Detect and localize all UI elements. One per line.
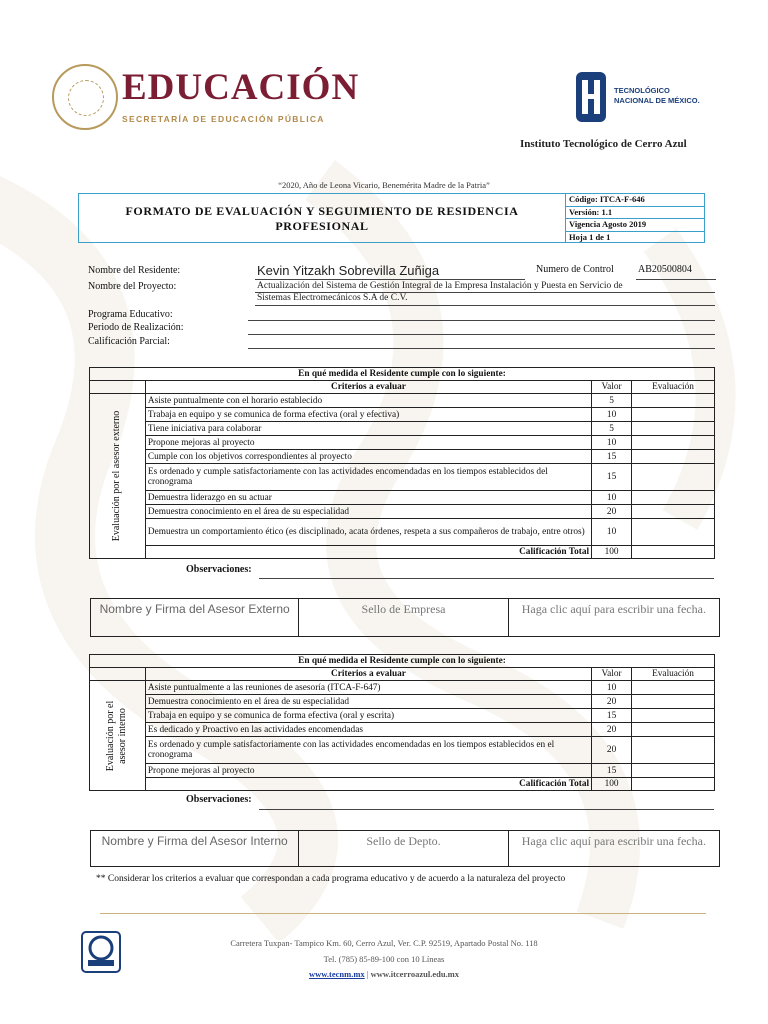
value-header: Valor bbox=[592, 381, 632, 394]
project-label: Nombre del Proyecto: bbox=[88, 281, 177, 292]
value-cell: 20 bbox=[592, 695, 632, 709]
total-evaluation-cell[interactable] bbox=[632, 546, 715, 559]
value-cell: 5 bbox=[592, 394, 632, 408]
external-advisor-signature[interactable]: Nombre y Firma del Asesor Externo bbox=[91, 599, 299, 636]
mexico-seal-logo bbox=[52, 64, 118, 130]
value-cell: 15 bbox=[592, 764, 632, 778]
value-cell: 20 bbox=[592, 505, 632, 519]
external-observations-field[interactable] bbox=[259, 578, 714, 579]
education-brand: EDUCACIÓN bbox=[122, 67, 360, 108]
doc-version: Versión: 1.1 bbox=[566, 207, 704, 220]
tecnm-link[interactable]: www.tecnm.mx bbox=[308, 969, 365, 979]
grade-label: Calificación Parcial: bbox=[88, 336, 170, 347]
side-label-line1: Evaluación por el bbox=[105, 700, 117, 771]
evaluation-input-cell[interactable] bbox=[632, 408, 715, 422]
criterion-cell: Propone mejoras al proyecto bbox=[145, 436, 591, 450]
title-line2: PROFESIONAL bbox=[275, 219, 369, 233]
criterion-cell: Es ordenado y cumple satisfactoriamente con las actividades encomendadas en los tiempos establecidos del cronograma bbox=[145, 464, 591, 491]
value-cell: 15 bbox=[592, 464, 632, 491]
internal-signature-box bbox=[90, 830, 720, 867]
total-label: Calificación Total bbox=[145, 546, 591, 559]
value-cell: 20 bbox=[592, 737, 632, 764]
evaluation-input-cell[interactable] bbox=[632, 450, 715, 464]
criterion-cell: Es ordenado y cumple satisfactoriamente con las actividades encomendadas en los tiempos establecidos en el cronograma bbox=[145, 737, 591, 764]
evaluation-input-cell[interactable] bbox=[632, 519, 715, 546]
evaluation-header: Evaluación bbox=[632, 668, 715, 681]
criterion-cell: Demuestra conocimiento en el área de su especialidad bbox=[145, 695, 591, 709]
evaluation-header: Evaluación bbox=[632, 381, 715, 394]
evaluation-input-cell[interactable] bbox=[632, 764, 715, 778]
doc-validity: Vigencia Agosto 2019 bbox=[566, 219, 704, 232]
internal-observations-field[interactable] bbox=[259, 809, 714, 810]
external-observations-label: Observaciones: bbox=[186, 564, 252, 575]
external-advisor-side-label: Evaluación por el asesor externo bbox=[90, 394, 146, 559]
control-label: Numero de Control bbox=[536, 264, 614, 275]
resident-name-field[interactable]: Kevin Yitzakh Sobrevilla Zuñiga bbox=[257, 263, 440, 278]
criterion-cell: Demuestra liderazgo en su actuar bbox=[145, 491, 591, 505]
total-value: 100 bbox=[592, 778, 632, 791]
value-cell: 10 bbox=[592, 436, 632, 450]
side-label-line2: asesor interno bbox=[117, 707, 129, 764]
criterion-cell: Trabaja en equipo y se comunica de forma efectiva (oral y escrita) bbox=[145, 709, 591, 723]
grade-field[interactable] bbox=[248, 348, 715, 349]
criteria-header: Criterios a evaluar bbox=[145, 668, 591, 681]
external-evaluation-table bbox=[89, 367, 715, 559]
tecnm-name-line1: TECNOLÓGICO bbox=[614, 86, 670, 95]
resident-label: Nombre del Residente: bbox=[88, 265, 181, 276]
criterion-cell: Trabaja en equipo y se comunica de forma efectiva (oral y efectiva) bbox=[145, 408, 591, 422]
criterion-cell: Asiste puntualmente a las reuniones de asesoría (ITCA-F-647) bbox=[145, 681, 591, 695]
footer-separator: | bbox=[364, 969, 371, 979]
doc-code: Código: ITCA-F-646 bbox=[566, 194, 704, 207]
evaluation-input-cell[interactable] bbox=[632, 464, 715, 491]
value-cell: 10 bbox=[592, 681, 632, 695]
criterion-cell: Demuestra un comportamiento ético (es disciplinado, acata órdenes, respeta a sus compañeros de trabajo, entre otros) bbox=[145, 519, 591, 546]
evaluation-input-cell[interactable] bbox=[632, 737, 715, 764]
program-label: Programa Educativo: bbox=[88, 309, 173, 320]
evaluation-input-cell[interactable] bbox=[632, 436, 715, 450]
internal-observations-label: Observaciones: bbox=[186, 794, 252, 805]
tecnm-logo bbox=[572, 70, 610, 124]
criterion-cell: Demuestra conocimiento en el área de su especialidad bbox=[145, 505, 591, 519]
project-line2: Sistemas Electromecánicos S.A de C.V. bbox=[257, 293, 408, 303]
value-cell: 10 bbox=[592, 491, 632, 505]
criteria-header: Criterios a evaluar bbox=[145, 381, 591, 394]
internal-date-picker[interactable]: Haga clic aquí para escribir una fecha. bbox=[521, 834, 706, 848]
evaluation-input-cell[interactable] bbox=[632, 505, 715, 519]
external-date-picker[interactable]: Haga clic aquí para escribir una fecha. bbox=[521, 602, 706, 616]
slogan: “2020, Año de Leona Vicario, Benemérita Madre de la Patria” bbox=[278, 180, 490, 190]
criterion-cell: Tiene iniciativa para colaborar bbox=[145, 422, 591, 436]
value-cell: 10 bbox=[592, 408, 632, 422]
period-label: Periodo de Realización: bbox=[88, 322, 184, 333]
footer-web bbox=[0, 969, 768, 979]
evaluation-input-cell[interactable] bbox=[632, 422, 715, 436]
external-signature-box bbox=[90, 598, 720, 637]
value-cell: 15 bbox=[592, 709, 632, 723]
internal-evaluation-table bbox=[89, 654, 715, 791]
value-cell: 5 bbox=[592, 422, 632, 436]
value-header: Valor bbox=[592, 668, 632, 681]
sep-subtitle: SECRETARÍA DE EDUCACIÓN PÚBLICA bbox=[122, 114, 325, 124]
footer-divider bbox=[100, 913, 706, 914]
table-heading: En qué medida el Residente cumple con lo siguiente: bbox=[90, 368, 715, 381]
internal-advisor-side-label bbox=[90, 681, 146, 791]
total-evaluation-cell[interactable] bbox=[632, 778, 715, 791]
company-stamp[interactable]: Sello de Empresa bbox=[299, 599, 508, 636]
department-stamp[interactable]: Sello de Depto. bbox=[299, 831, 508, 866]
tecnm-name bbox=[614, 86, 700, 106]
table-heading: En qué medida el Residente cumple con lo siguiente: bbox=[90, 655, 715, 668]
evaluation-input-cell[interactable] bbox=[632, 681, 715, 695]
value-cell: 15 bbox=[592, 450, 632, 464]
evaluation-input-cell[interactable] bbox=[632, 394, 715, 408]
period-field[interactable] bbox=[248, 334, 715, 335]
evaluation-input-cell[interactable] bbox=[632, 695, 715, 709]
evaluation-input-cell[interactable] bbox=[632, 709, 715, 723]
title-line1: FORMATO DE EVALUACIÓN Y SEGUIMIENTO DE RESIDENCIA bbox=[125, 204, 519, 218]
footnote: ** Considerar los criterios a evaluar que correspondan a cada programa educativo y de acuerdo a la naturaleza del proyecto bbox=[96, 874, 566, 884]
control-number-field[interactable]: AB20500804 bbox=[638, 264, 692, 275]
evaluation-input-cell[interactable] bbox=[632, 723, 715, 737]
criterion-cell: Cumple con los objetivos correspondientes al proyecto bbox=[145, 450, 591, 464]
footer-address: Carretera Tuxpan- Tampico Km. 60, Cerro Azul, Ver. C.P. 92519, Apartado Postal No. 118 bbox=[230, 938, 538, 948]
project-underline2 bbox=[255, 305, 715, 306]
program-field[interactable] bbox=[248, 320, 715, 321]
project-underline1 bbox=[255, 292, 715, 293]
evaluation-input-cell[interactable] bbox=[632, 491, 715, 505]
itca-website[interactable]: www.itcerroazul.edu.mx bbox=[370, 969, 460, 979]
code-box bbox=[566, 193, 705, 243]
doc-page: Hoja 1 de 1 bbox=[569, 231, 611, 242]
total-value: 100 bbox=[592, 546, 632, 559]
institute-name: Instituto Tecnológico de Cerro Azul bbox=[520, 138, 687, 150]
tecnm-name-line2: NACIONAL DE MÉXICO. bbox=[614, 96, 700, 105]
criterion-cell: Es dedicado y Proactivo en las actividades encomendadas bbox=[145, 723, 591, 737]
value-cell: 10 bbox=[592, 519, 632, 546]
document-title bbox=[78, 204, 566, 234]
criterion-cell: Propone mejoras al proyecto bbox=[145, 764, 591, 778]
internal-advisor-signature[interactable]: Nombre y Firma del Asesor Interno bbox=[91, 831, 299, 866]
footer-phone: Tel. (785) 85-89-100 con 10 Líneas bbox=[323, 954, 445, 964]
value-cell: 20 bbox=[592, 723, 632, 737]
itca-footer-logo bbox=[80, 926, 122, 974]
criterion-cell: Asiste puntualmente con el horario establecido bbox=[145, 394, 591, 408]
project-line1: Actualización del Sistema de Gestión Integral de la Empresa Instalación y Puesta en Servicio de bbox=[257, 281, 623, 291]
total-label: Calificación Total bbox=[145, 778, 591, 791]
